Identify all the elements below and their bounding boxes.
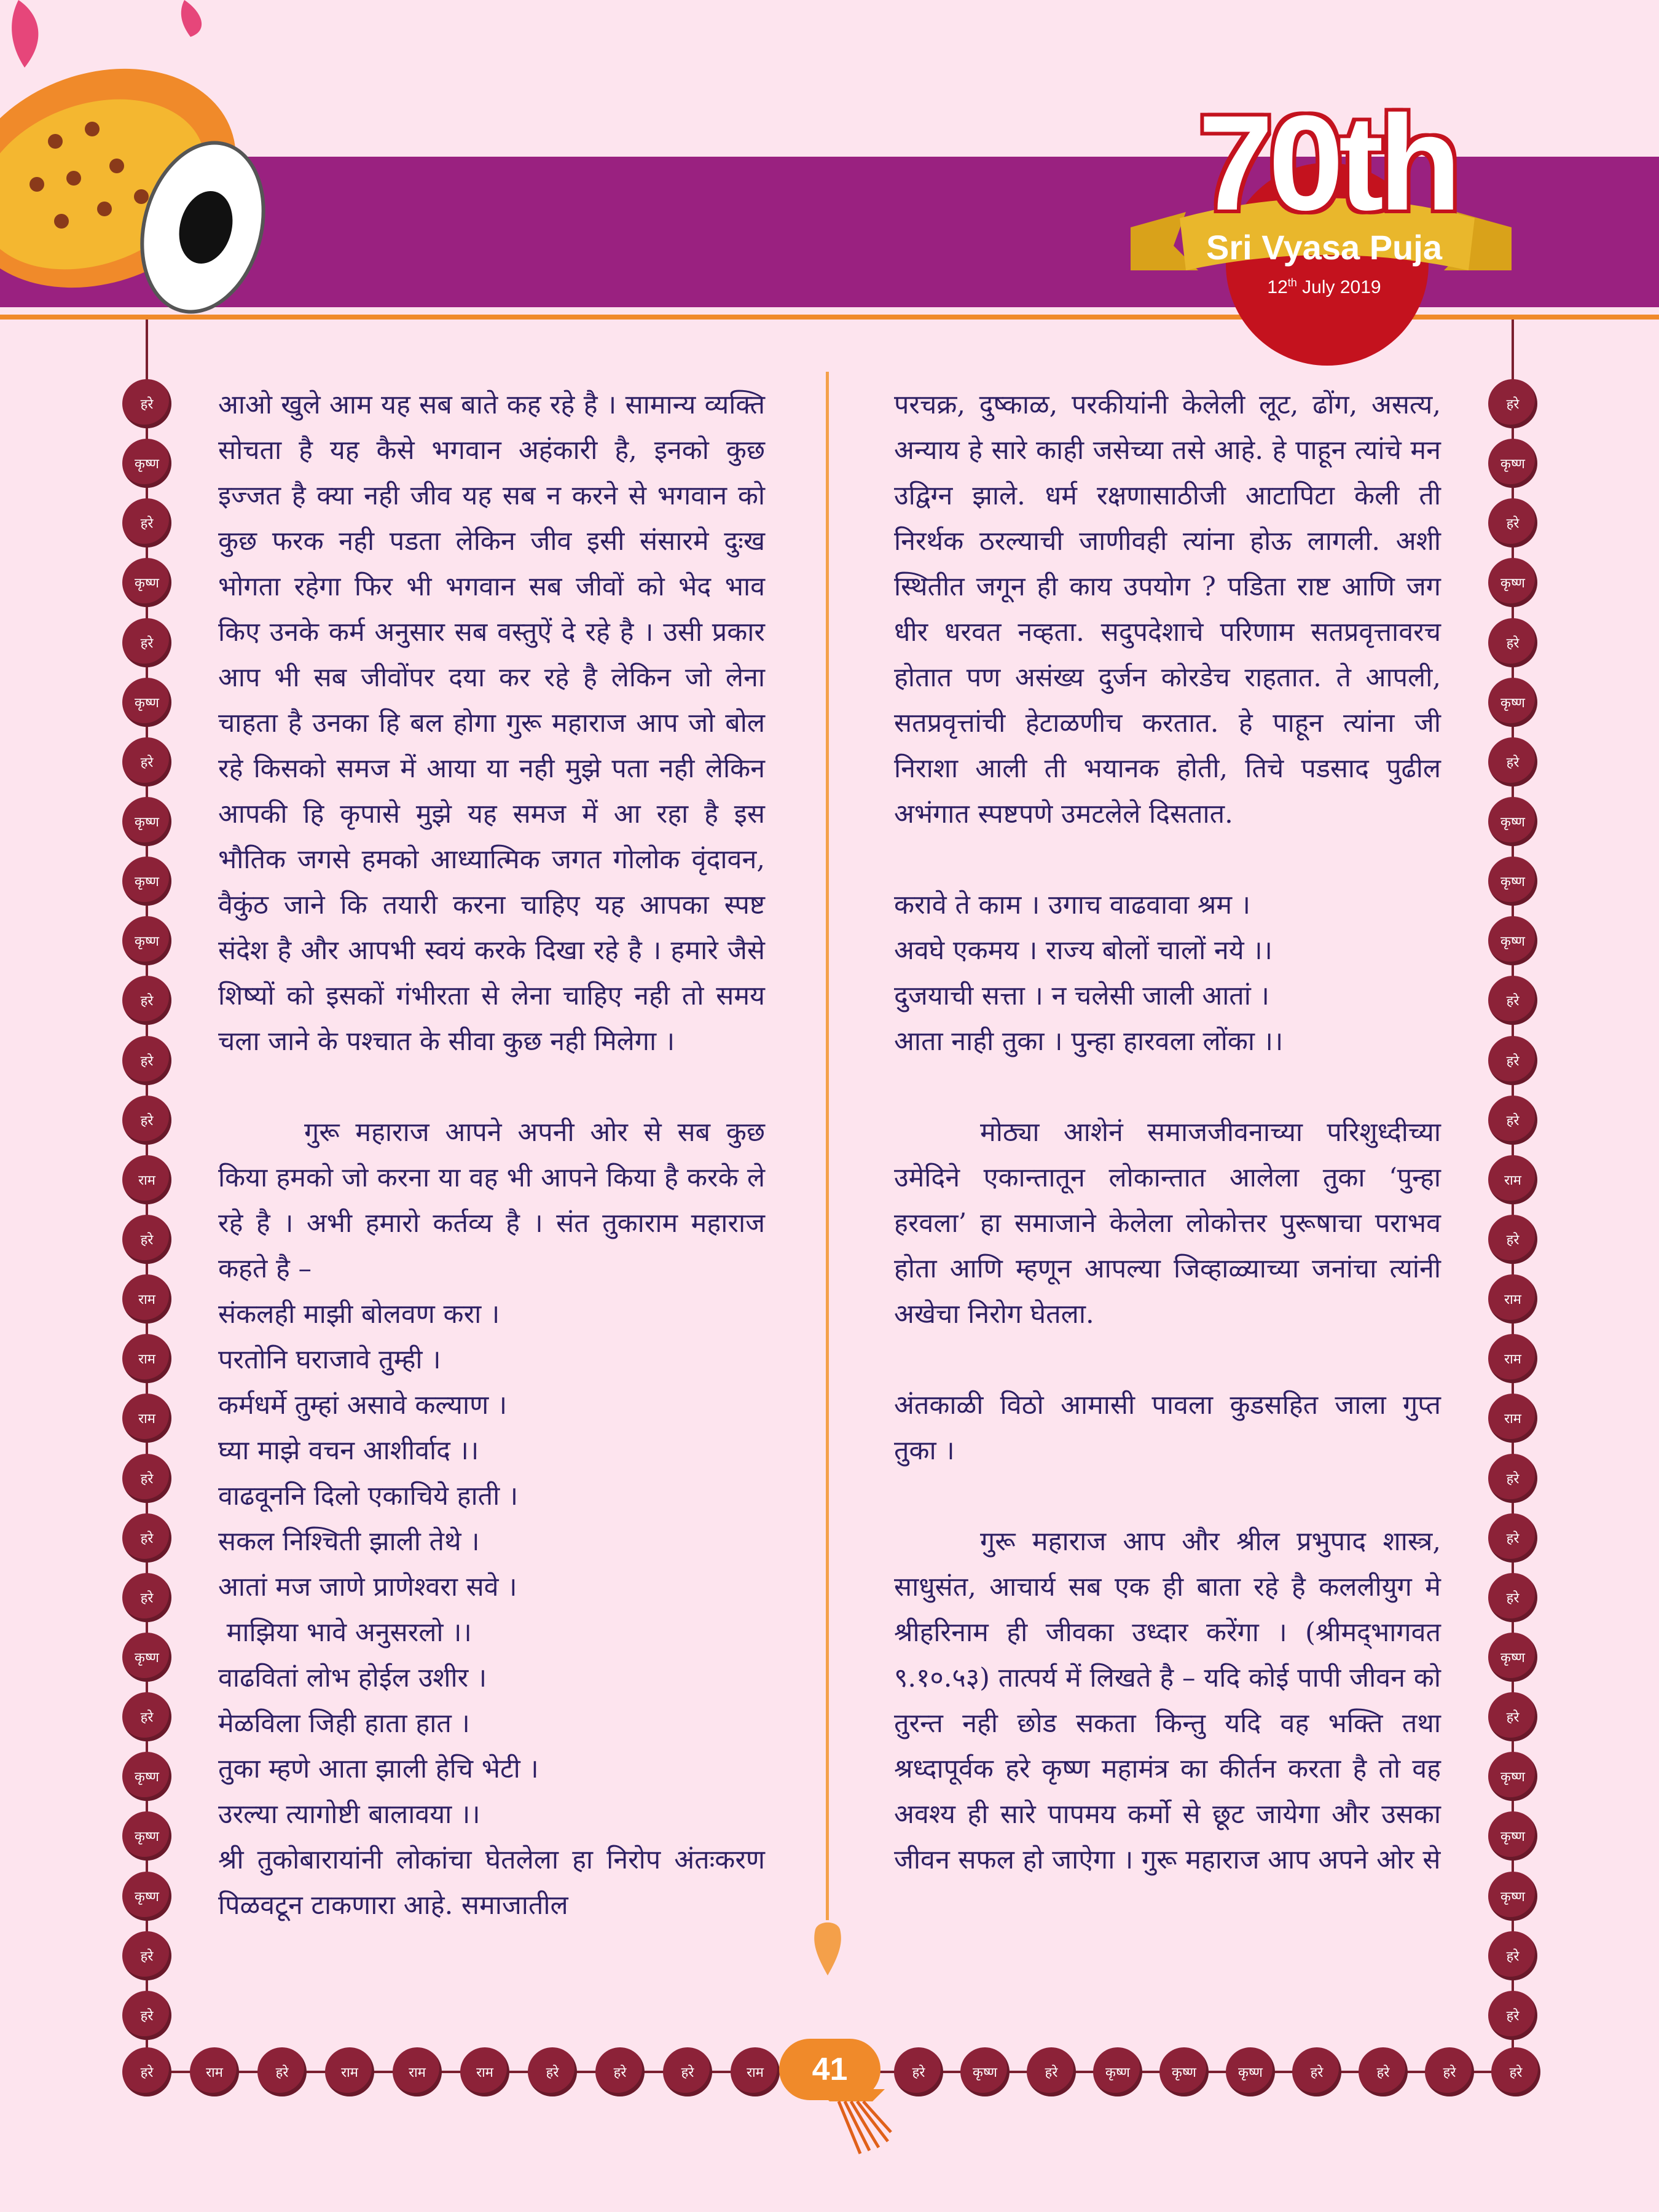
mala-bead: राम [393,2047,442,2096]
left-paragraph-2: गुरू महाराज आपने अपनी ओर से सब कुछ किया हमको जो करना या वह भी आपने किया है करके ले रहे है । अभी हमारो कर्तव्य है । संत तुकाराम महाराज कहते है – [218,1117,765,1284]
right-paragraph-2: मोठ्या आशेनं समाजजीवनाच्या परिशुध्दीच्या उमेदिने एकान्तातून लोकान्तात आलेला तुका ‘पुन्हा हरवला’ हा समाजाने केलेला लोकोत्तर पुरूषाचा पराभव होता आणि म्हणून आपल्या जिव्हाळ्याच्या जनांचा त्यांनी अखेचा निरोग घेतला. [894,1117,1441,1330]
mala-bead: हरे [1027,2047,1076,2096]
mala-bead: कृष्ण [122,1872,171,1921]
mala-bead: कृष्ण [1226,2047,1275,2096]
mala-bead: राम [1488,1155,1537,1204]
mala-bead: हरे [122,1096,171,1145]
verse-line: कर्मधर्मे तुम्हां असावे कल्याण । [218,1390,508,1421]
mala-bead: हरे [122,1991,171,2040]
mala-bead: हरे [122,498,171,547]
page-number: 41 [779,2039,880,2100]
verse-line: तुका म्हणे आता झाली हेचि भेटी । [218,1754,539,1784]
mala-bead: हरे [1488,976,1537,1025]
mala-bead: हरे [1488,618,1537,667]
left-paragraph-1: आओ खुले आम यह सब बाते कह रहे है । सामान्य व्यक्ति सोचता है यह कैसे भगवान अहंकारी है, इनको कुछ इज्जत है क्या नही जीव यह सब न करने से भगवान को कुछ फरक नही पडता लेकिन जीव इसी संसारमे दुःख भोगता रहेगा फिर भी भगवान सब जीवों को भेद भाव किए उनके कर्म अनुसार सब वस्तुऐं दे रहे है । उसी प्रकार आप भी सब जीवोंपर दया कर रहे है लेकिन जो लेना चाहता है उनका हि बल होगा गुरू महाराज आप जो बोल रहे किसको समज में आया या नही मुझे पता नही लेकिन आपकी हि कृपासे मुझे यह समज में आ रहा है इस भौतिक जगसे हमको आध्यात्मिक जगत गोलोक वृंदावन, वैकुंठ जाने कि तयारी करना चाहिए यह आपका स्पष्ट संदेश है और आपभी स्वयं करके दिखा रहे है । हमारे जैसे शिष्यों को इसकों गंभीरता से लेना चाहिए नही तो समय चला जाने के पश्चात के सीवा कुछ नही मिलेगा । [218,390,765,1057]
mala-bead: राम [122,1274,171,1324]
mala-bead: हरे [1491,2047,1540,2096]
verse-line: संकलही माझी बोलवण करा । [218,1299,500,1330]
mala-bead: हरे [122,379,171,428]
mala-bead: कृष्ण [122,1633,171,1682]
mala-bead: राम [122,1394,171,1443]
mala-bead: हरे [1488,1931,1537,1980]
mala-bead: हरे [122,1513,171,1563]
verse-line: अवघे एकमय । राज्य बोलों चालों नये ।। [894,935,1273,966]
mala-bead: राम [1488,1274,1537,1324]
mala-bead: हरे [1488,1991,1537,2040]
mala-bead: हरे [528,2047,577,2096]
mala-bead: कृष्ण [1488,1872,1537,1921]
mala-bead: राम [122,1155,171,1204]
right-column [894,382,1441,1883]
column-divider [826,372,829,1920]
mala-bead: कृष्ण [1093,2047,1142,2096]
mala-bead: कृष्ण [122,1811,171,1861]
mala-bead: कृष्ण [122,439,171,488]
tilak-drop-icon [812,1917,843,1975]
verse-line: वाढवूननि दिलो एकाचियेे हाती । [218,1481,519,1512]
mala-bead: हरे [122,1692,171,1741]
mala-bead: कृष्ण [122,916,171,965]
mala-bead: राम [122,1334,171,1383]
verse-line: परतोनि घराजावे तुम्ही । [218,1344,441,1375]
mala-bead: हरे [122,737,171,786]
mala-bead: कृष्ण [122,797,171,846]
verse-line: आतां मज जाणे प्राणेश्वरा सवे । [218,1572,517,1602]
mala-bead: कृष्ण [1159,2047,1209,2096]
mala-bead: हरे [1488,498,1537,547]
mala-bead: कृष्ण [122,857,171,906]
mala-bead: कृष्ण [122,678,171,727]
mala-bead: हरे [122,1215,171,1264]
mala-bead: कृष्ण [1488,678,1537,727]
mala-bead: हरे [1488,1454,1537,1503]
verse-line: घ्या माझे वचन आशीर्वाद ।। [218,1435,479,1466]
mridanga-drum-illustration [0,0,289,332]
mala-bead: हरे [122,1931,171,1980]
mala-bead: राम [460,2047,509,2096]
mala-bead: हरे [257,2047,307,2096]
verse-line: सकल निश्चिती झाली तेथे । [218,1526,480,1557]
mala-bead: हरे [595,2047,645,2096]
mala-bead: हरे [122,1036,171,1085]
right-paragraph-3: अंतकाळी विठो आमासी पावला कुडसहित जाला गुप्त तुका । [894,1390,1441,1466]
mala-bead: हरे [122,1454,171,1503]
anniversary-badge [1106,86,1536,369]
mala-bead: हरे [1359,2047,1408,2096]
mala-bead: हरे [1488,737,1537,786]
mala-bead: कृष्ण [1488,1811,1537,1861]
mala-bead: कृष्ण [122,558,171,607]
verse-line: करावे ते काम । उगाच वाढवावा श्रम । [894,890,1251,920]
mala-bead: हरे [1292,2047,1341,2096]
verse-line: मेळविला जिही हाता हात । [218,1708,470,1739]
mala-bead: हरे [1488,1692,1537,1741]
badge-number: 70th [1198,87,1457,238]
mala-bead: हरे [894,2047,943,2096]
mala-bead: कृष्ण [1488,857,1537,906]
left-paragraph-3: श्री तुकोबारायांनी लोकांचा घेतलेला हा निरोप अंतःकरण पिळवटून टाकणारा आहे. समाजातील [218,1845,765,1921]
mala-bead: कृष्ण [1488,439,1537,488]
verse-line: वाढवितां लोभ होईल उशीर । [218,1663,487,1693]
verse-line: दुजयाची सत्ता । न चलेसी जाली आतां । [894,981,1269,1011]
mala-bead: राम [325,2047,374,2096]
tassel-icon [805,2089,897,2157]
mala-bead: कृष्ण [1488,797,1537,846]
mala-bead: कृष्ण [1488,916,1537,965]
badge-date: 12th July 2019 [1267,276,1381,297]
mala-bead: हरे [1488,1096,1537,1145]
verse-line: माझिया भावे अनुसरलो ।। [218,1617,472,1648]
mala-bead: हरे [122,618,171,667]
badge-title: Sri Vyasa Puja [1206,228,1442,267]
verse-line: आता नाही तुका । पुन्हा हारवला लोंका ।। [894,1026,1284,1057]
right-paragraph-4: गुरू महाराज आप और श्रील प्रभुपाद शास्त्र, साधुसंत, आचार्य सब एक ही बाता रहे है कललीयुग मे श्रीहरिनाम ही जीवका उध्दार करेंगा । (श्रीमद्‌भागवत ९.१०.५३) तात्पर्य में लिखते है – यदि कोई पापी जीवन को तुरन्त नही छोड सकता किन्तु यदि वह भक्ति तथा श्रध्दापूर्वक हरे कृष्ण महामंत्र का कीर्तन करता है तो वह अवश्य ही सारे पापमय कर्मो से छूट जायेगा और उसका जीवन सफल हो जाऐगा । गुरू महाराज आप अपने ओर से [894,1526,1441,1875]
mala-bead: हरे [122,976,171,1025]
mala-bead: हरे [1488,379,1537,428]
mala-bead: राम [1488,1394,1537,1443]
mala-bead: कृष्ण [122,1752,171,1801]
verse-line: उरल्या त्यागोष्टी बालावया ।। [218,1799,480,1830]
mala-bead: हरे [1488,1573,1537,1622]
mala-bead: कृष्ण [1488,1633,1537,1682]
mala-bead: राम [731,2047,780,2096]
mala-bead: हरे [1488,1513,1537,1563]
mala-bead: राम [190,2047,239,2096]
mala-bead: हरे [1488,1036,1537,1085]
mala-bead: हरे [122,2047,171,2096]
right-paragraph-1: परचक्र, दुष्काळ, परकीयांनी केलेली लूट, ढोंग, असत्य, अन्याय हे सारे काही जसेच्या तसे आहे. हे पाहून त्यांचे मन उद्विग्न झाले. धर्म रक्षणासाठीजी आटापिटा केली ती निरर्थक ठरल्याची जाणीवही त्यांना होऊ लागली. अशी स्थितीत जगून ही काय उपयोग ? पडिता राष्ट आणि जग धीर धरवत नव्हता. सदुपदेशाचे परिणाम सतप्रवृत्तावरच होतात पण असंख्य दुर्जन कोरडेच राहतात. ते आपली, सतप्रवृत्तांची हेटाळणीच करतात. हे पाहून त्यांना जी निराशा आली ती भयानक होती, तिचे पडसाद पुढील अभंगात स्पष्टपणे उमटलेले दिसतात. [894,390,1441,830]
mala-bead: हरे [663,2047,712,2096]
left-column [218,382,765,1928]
mala-bead: हरे [122,1573,171,1622]
mala-bead: कृष्ण [1488,1752,1537,1801]
mala-bead: राम [1488,1334,1537,1383]
mala-bead: हरे [1488,1215,1537,1264]
mala-bead: कृष्ण [960,2047,1010,2096]
mala-bead: कृष्ण [1488,558,1537,607]
mala-bead: हरे [1425,2047,1474,2096]
